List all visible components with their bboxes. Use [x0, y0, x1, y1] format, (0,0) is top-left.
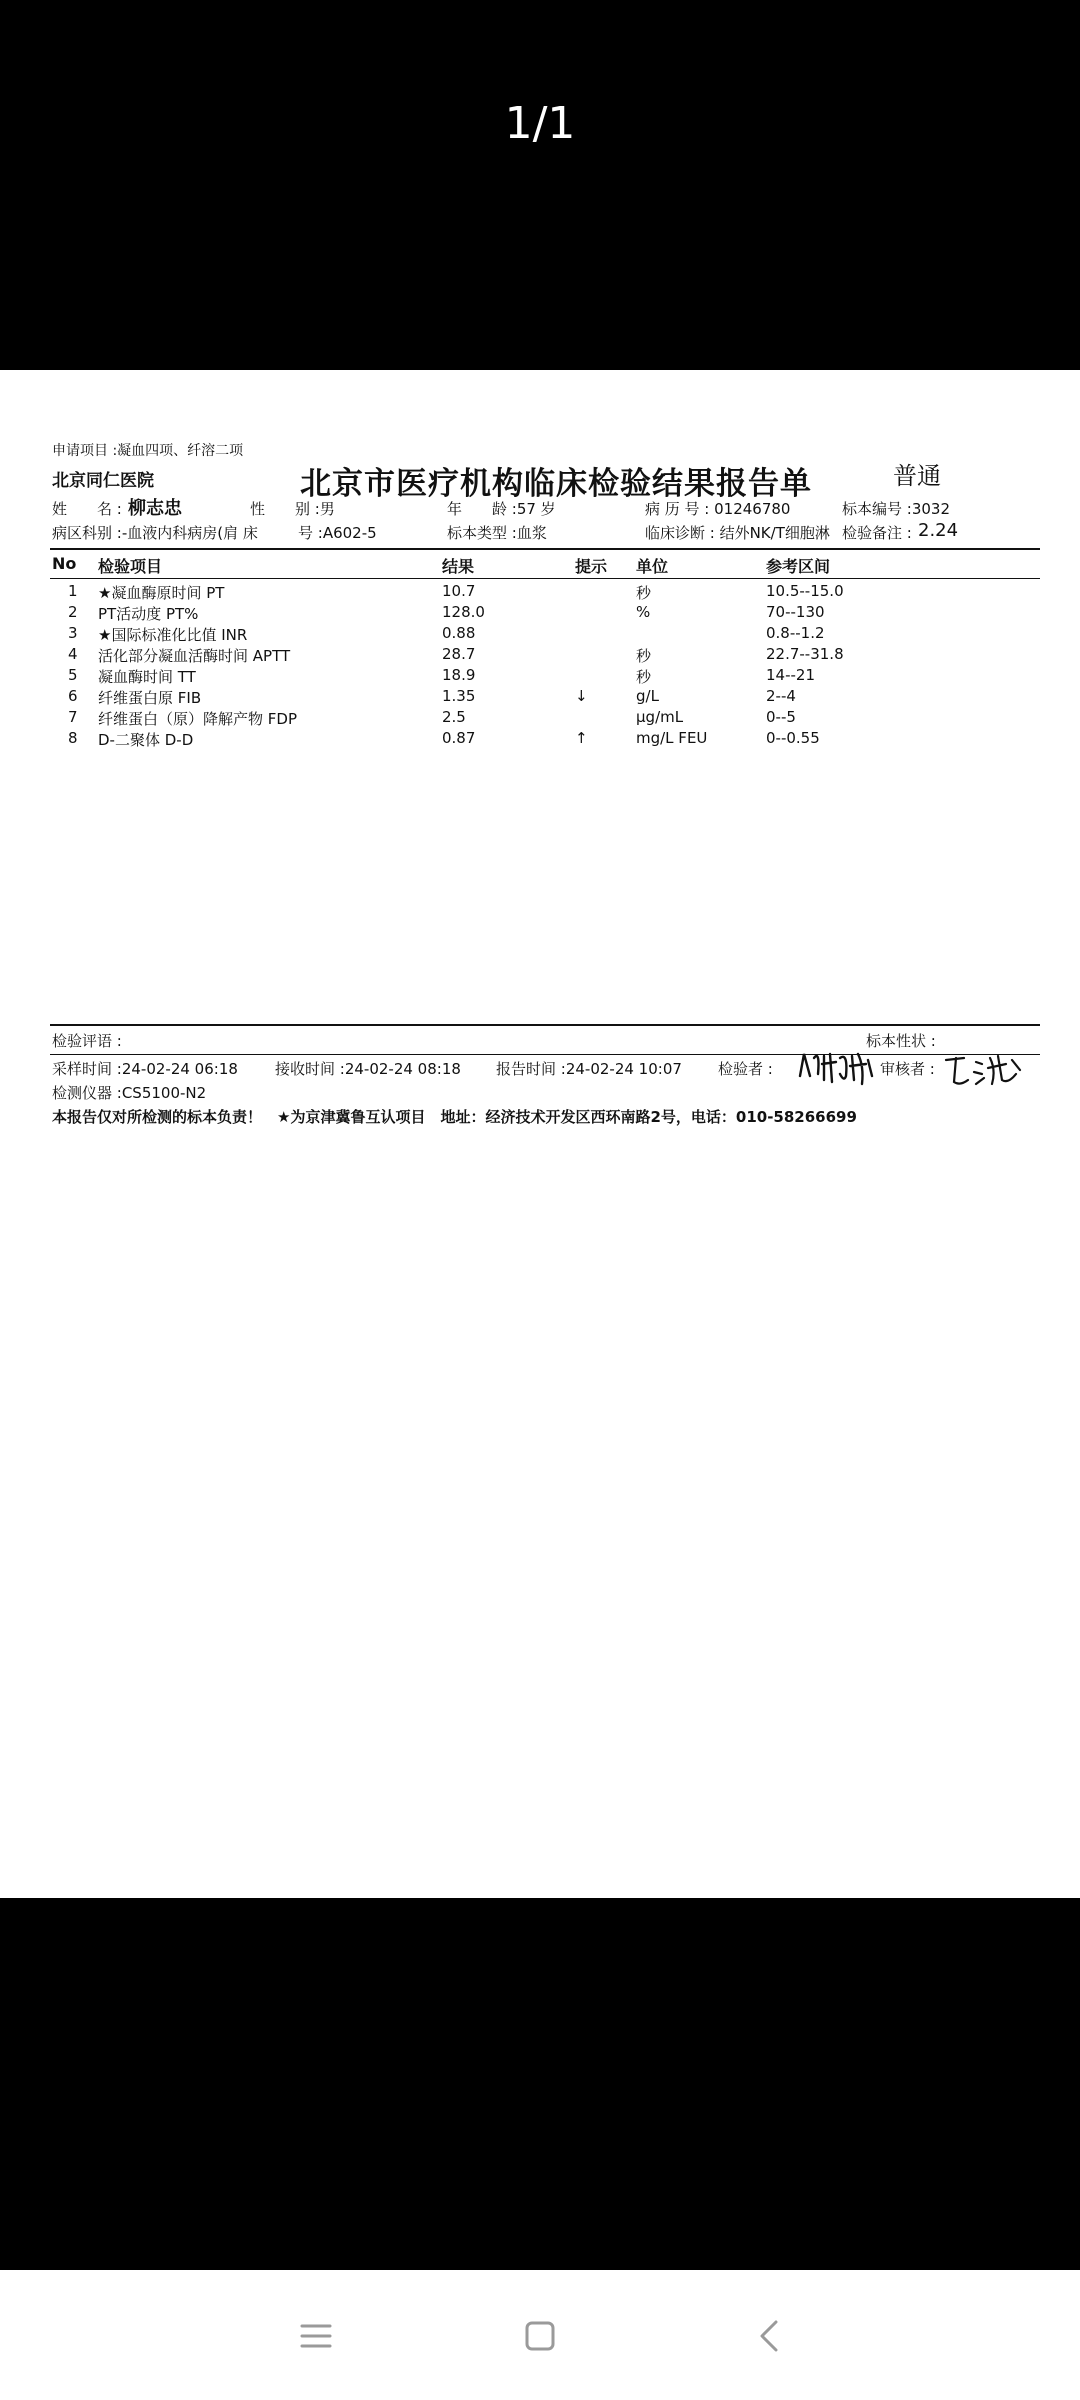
row-no: 7 — [68, 708, 78, 726]
row-result: 0.87 — [442, 729, 476, 747]
patient-name: 柳志忠 — [128, 498, 182, 519]
disclaimer: 本报告仅对所检测的标本负责！ ★为京津冀鲁互认项目 地址：经济技术开发区西环南路2号，电话：010-58266699 — [52, 1108, 857, 1126]
record-number: 病 历 号 : 01246780 — [645, 500, 791, 518]
menu-icon[interactable] — [286, 2310, 346, 2362]
row-item: 活化部分凝血活酶时间 APTT — [98, 647, 291, 665]
row-range: 0.8--1.2 — [766, 624, 825, 642]
row-range: 0--5 — [766, 708, 796, 726]
row-item: 纤维蛋白（原）降解产物 FDP — [98, 710, 297, 728]
header-rule — [50, 548, 1040, 550]
row-range: 70--130 — [766, 603, 825, 621]
tester-label: 检验者 : — [718, 1060, 773, 1078]
col-result: 结果 — [442, 557, 475, 576]
row-result: 1.35 — [442, 687, 476, 705]
remark-value: 2.24 — [918, 520, 959, 541]
tester-signature — [796, 1046, 876, 1090]
specimen-number: 标本编号 :3032 — [842, 500, 950, 518]
sample-time: 采样时间 :24-02-24 06:18 — [52, 1060, 238, 1078]
row-unit: g/L — [636, 687, 659, 705]
row-unit: mg/L FEU — [636, 729, 708, 747]
name-label: 姓 名 : — [52, 500, 122, 518]
row-range: 14--21 — [766, 666, 815, 684]
age: 年 龄 :57 岁 — [447, 500, 556, 518]
reviewer-label: 审核者 : — [880, 1060, 935, 1078]
row-result: 18.9 — [442, 666, 476, 684]
col-unit: 单位 — [636, 557, 669, 576]
specimen-status: 标本性状 : — [866, 1032, 936, 1050]
row-result: 10.7 — [442, 582, 476, 600]
row-result: 128.0 — [442, 603, 485, 621]
row-unit: % — [636, 603, 651, 621]
request-items: 申请项目 :凝血四项、纤溶二项 — [52, 443, 244, 459]
bed-number: 号 :A602-5 — [298, 524, 377, 542]
row-range: 2--4 — [766, 687, 796, 705]
row-unit: μg/mL — [636, 708, 684, 726]
row-item: PT活动度 PT% — [98, 605, 199, 623]
ward: 病区科别 :-血液内科病房(肩 床 — [52, 524, 258, 542]
row-unit: 秒 — [636, 647, 652, 665]
navigation-bar — [0, 2270, 1080, 2400]
row-flag: ↑ — [575, 729, 588, 747]
row-unit: 秒 — [636, 668, 652, 686]
row-result: 0.88 — [442, 624, 476, 642]
receive-time: 接收时间 :24-02-24 08:18 — [275, 1060, 461, 1078]
footer-rule — [50, 1024, 1040, 1026]
row-item: 凝血酶时间 TT — [98, 668, 196, 686]
row-no: 1 — [68, 582, 78, 600]
col-flag: 提示 — [575, 557, 608, 576]
priority-label: 普通 — [893, 462, 941, 490]
row-range: 22.7--31.8 — [766, 645, 844, 663]
report-time: 报告时间 :24-02-24 10:07 — [496, 1060, 682, 1078]
footer-thin-rule — [50, 1054, 1040, 1055]
hospital-name: 北京同仁医院 — [52, 471, 154, 491]
report-title: 北京市医疗机构临床检验结果报告单 — [300, 466, 812, 502]
row-item: ★凝血酶原时间 PT — [98, 584, 225, 602]
row-item: ★国际标准化比值 INR — [98, 626, 248, 644]
col-range: 参考区间 — [766, 557, 831, 576]
back-icon[interactable] — [740, 2310, 800, 2362]
row-result: 28.7 — [442, 645, 476, 663]
row-no: 3 — [68, 624, 78, 642]
row-no: 2 — [68, 603, 78, 621]
row-item: D-二聚体 D-D — [98, 731, 194, 749]
home-icon[interactable] — [510, 2310, 570, 2362]
row-no: 6 — [68, 687, 78, 705]
gender: 性 别 :男 — [250, 500, 335, 518]
reviewer-signature — [942, 1050, 1024, 1090]
remark-label: 检验备注 : — [842, 524, 912, 542]
table-header-rule — [50, 578, 1040, 579]
row-range: 0--0.55 — [766, 729, 820, 747]
row-flag: ↓ — [575, 687, 588, 705]
clinical-diagnosis: 临床诊断 : 结外NK/T细胞淋 — [645, 524, 830, 542]
comment-label: 检验评语 : — [52, 1032, 122, 1050]
row-result: 2.5 — [442, 708, 466, 726]
instrument: 检测仪器 :CS5100-N2 — [52, 1084, 207, 1102]
row-unit: 秒 — [636, 584, 652, 602]
row-no: 4 — [68, 645, 78, 663]
row-item: 纤维蛋白原 FIB — [98, 689, 202, 707]
specimen-type: 标本类型 :血浆 — [447, 524, 547, 542]
col-item: 检验项目 — [98, 557, 163, 576]
col-no: No — [52, 554, 77, 573]
row-range: 10.5--15.0 — [766, 582, 844, 600]
row-no: 5 — [68, 666, 78, 684]
report-document — [0, 370, 1080, 1898]
page-indicator: 1/1 — [504, 98, 576, 149]
row-no: 8 — [68, 729, 78, 747]
